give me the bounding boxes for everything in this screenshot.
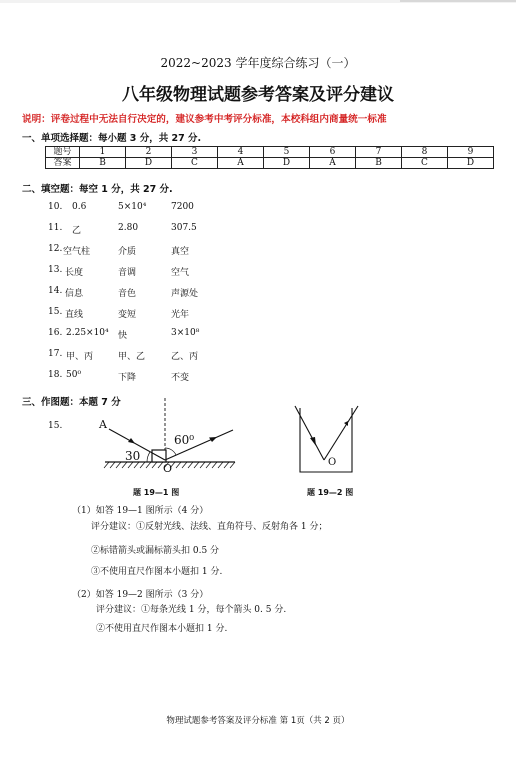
table-cell: 6 bbox=[310, 147, 356, 158]
part2-score-2: ②不使用直尺作图本小题扣 1 分. bbox=[96, 624, 228, 634]
page-title: 八年级物理试题参考答案及评分建议 bbox=[122, 85, 394, 105]
answer-row-10 bbox=[48, 202, 62, 212]
row-number: 14. bbox=[48, 286, 63, 296]
answer-cell: 甲、乙 bbox=[118, 352, 146, 362]
answer-cell: 真空 bbox=[171, 247, 190, 257]
row-label-number: 题号 bbox=[46, 147, 80, 158]
label-a: A bbox=[99, 418, 107, 431]
table-cell: 8 bbox=[402, 147, 448, 158]
answer-cell: 音色 bbox=[118, 289, 137, 299]
row-number: 10. bbox=[48, 202, 63, 212]
point-o-label: O bbox=[163, 462, 173, 475]
table-cell: B bbox=[80, 158, 126, 169]
top-edge-shadow bbox=[400, 0, 516, 2]
table-cell: 1 bbox=[80, 147, 126, 158]
answer-cell: 5×10⁴ bbox=[118, 202, 147, 212]
section1-heading: 一、单项选择题：每小题 3 分，共 27 分. bbox=[22, 133, 202, 144]
table-cell: 4 bbox=[218, 147, 264, 158]
table-cell: B bbox=[356, 158, 402, 169]
answer-cell: 2.80 bbox=[118, 223, 139, 233]
answer-cell: 不变 bbox=[171, 373, 190, 383]
table-cell: A bbox=[218, 158, 264, 169]
figure-19-2-caption: 题 19—2 图 bbox=[307, 488, 354, 497]
exam-header: 2022~2023 学年度综合练习（一） bbox=[160, 56, 356, 70]
table-cell: D bbox=[126, 158, 172, 169]
answer-cell: 直线 bbox=[65, 310, 84, 320]
row-number: 16. bbox=[48, 328, 63, 338]
answer-cell: 光年 bbox=[171, 310, 190, 320]
row-number: 18. bbox=[48, 370, 63, 380]
part1-heading: （1）如答 19—1 图所示（4 分） bbox=[72, 506, 209, 516]
answer-cell: 307.5 bbox=[171, 223, 197, 233]
answer-cell: 0.6 bbox=[72, 202, 87, 212]
section2-heading: 二、填空题：每空 1 分，共 27 分. bbox=[22, 184, 173, 195]
table-cell: C bbox=[402, 158, 448, 169]
table-cell: C bbox=[172, 158, 218, 169]
reflection-diagram-2 bbox=[292, 404, 362, 476]
part1-score-2: ②标错箭头或漏标箭头扣 0.5 分 bbox=[91, 546, 220, 556]
table-cell: A bbox=[310, 158, 356, 169]
row-number: 11. bbox=[48, 223, 63, 233]
row-number: 13. bbox=[48, 265, 63, 275]
table-cell: 5 bbox=[264, 147, 310, 158]
figure-19-1-caption: 题 19—1 图 bbox=[133, 488, 180, 497]
answer-cell: 空气 bbox=[171, 268, 190, 278]
part2-score-1: 评分建议：①每条光线 1 分，每个箭头 0. 5 分. bbox=[96, 605, 287, 615]
answer-cell: 2.25×10⁴ bbox=[66, 328, 109, 338]
table-cell: D bbox=[264, 158, 310, 169]
grading-note: 说明：评卷过程中无法自行决定的，建议参考中考评分标准，本校科组内商量统一标准 bbox=[22, 114, 387, 125]
answer-cell: 声源处 bbox=[171, 289, 199, 299]
row-label-answer: 答案 bbox=[46, 158, 80, 169]
answer-row bbox=[46, 158, 494, 169]
table-cell: 2 bbox=[126, 147, 172, 158]
row-number: 12. bbox=[48, 244, 63, 254]
row-number: 17. bbox=[48, 349, 63, 359]
question-number-row bbox=[46, 147, 494, 158]
section3-heading: 三、作图题：本题 7 分 bbox=[22, 397, 121, 408]
answer-cell: 3×10⁸ bbox=[171, 328, 200, 338]
answer-cell: 50⁰ bbox=[66, 370, 82, 380]
part2-heading: （2）如答 19—2 图所示（3 分） bbox=[72, 590, 209, 600]
question-15-number: 15. bbox=[48, 421, 63, 431]
answer-cell: 介质 bbox=[118, 247, 137, 257]
answer-cell: 空气柱 bbox=[63, 247, 91, 257]
row-number: 15. bbox=[48, 307, 63, 317]
answer-cell: 信息 bbox=[65, 289, 84, 299]
part1-score-1: 评分建议：①反射光线、法线、直角符号、反射角各 1 分； bbox=[91, 522, 328, 532]
answer-cell: 甲、丙 bbox=[66, 352, 94, 362]
answer-cell: 下降 bbox=[118, 373, 137, 383]
answer-cell: 乙、丙 bbox=[171, 352, 199, 362]
answer-cell: 长度 bbox=[65, 268, 84, 278]
angle-60-label: 60⁰ bbox=[174, 433, 195, 447]
page-footer: 物理试题参考答案及评分标准 第 1页（共 2 页） bbox=[166, 716, 350, 726]
angle-30-label: 30 bbox=[125, 449, 141, 463]
table-cell: 9 bbox=[448, 147, 494, 158]
answer-cell: 7200 bbox=[171, 202, 194, 212]
table-cell: 7 bbox=[356, 147, 402, 158]
part1-score-3: ③不使用直尺作图本小题扣 1 分. bbox=[91, 567, 223, 577]
answer-cell: 变短 bbox=[118, 310, 137, 320]
table-cell: D bbox=[448, 158, 494, 169]
point-o-label-2: O bbox=[328, 457, 337, 468]
answer-cell: 音调 bbox=[118, 268, 137, 278]
table-cell: 3 bbox=[172, 147, 218, 158]
answer-cell: 乙 bbox=[72, 226, 82, 236]
answer-table bbox=[45, 146, 494, 169]
answer-cell: 快 bbox=[118, 331, 128, 341]
